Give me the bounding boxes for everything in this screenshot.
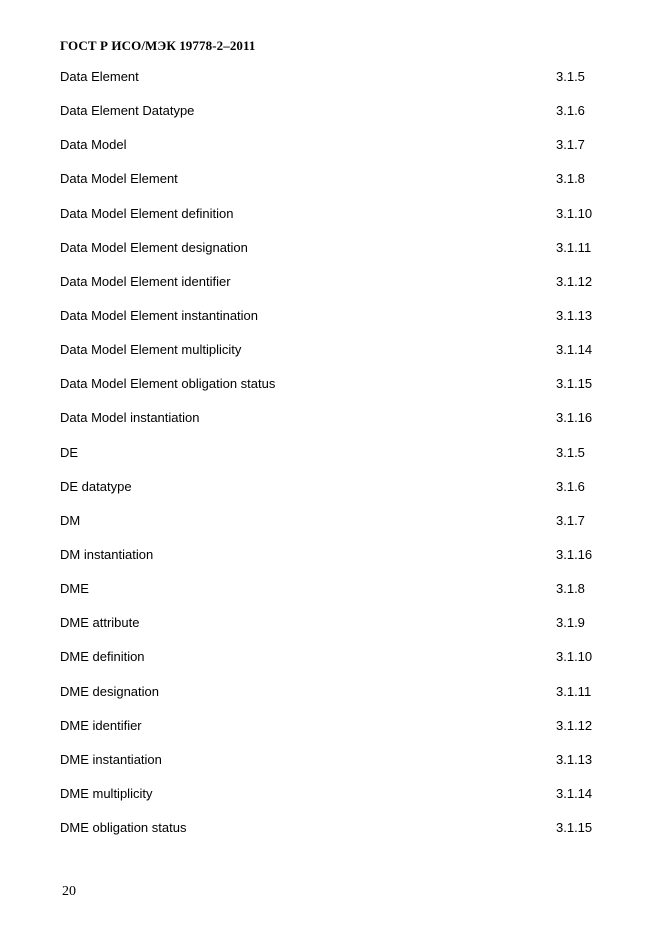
- index-ref: 3.1.10: [556, 649, 593, 665]
- index-row: [60, 272, 620, 306]
- index-row: [60, 67, 620, 101]
- index-row: [60, 647, 620, 681]
- index-term: DE: [60, 444, 79, 460]
- index-row: [60, 784, 620, 818]
- index-term: Data Model Element instantination: [60, 307, 259, 323]
- index-term: Data Element Datatype: [60, 103, 195, 119]
- index-term: Data Model: [60, 137, 127, 153]
- index-ref: 3.1.16: [556, 410, 593, 426]
- index-ref: 3.1.14: [556, 342, 593, 358]
- index-ref: 3.1.11: [556, 239, 592, 255]
- index-row: [60, 716, 620, 750]
- index-row: [60, 818, 620, 852]
- index-ref: 3.1.7: [556, 512, 585, 528]
- index-term: Data Model instantiation: [60, 410, 200, 426]
- index-term: DE datatype: [60, 478, 132, 494]
- index-row: [60, 477, 620, 511]
- index-ref: 3.1.11: [556, 683, 592, 699]
- index-row: [60, 306, 620, 340]
- index-row: [60, 340, 620, 374]
- index-row: [60, 169, 620, 203]
- index-term: DME definition: [60, 649, 145, 665]
- index-row: [60, 545, 620, 579]
- index-row: [60, 682, 620, 716]
- index-row: [60, 443, 620, 477]
- index-ref: 3.1.5: [556, 69, 585, 84]
- index-row: [60, 204, 620, 238]
- index-term: DME multiplicity: [60, 785, 153, 801]
- index-term: DME identifier: [60, 717, 142, 733]
- index-ref: 3.1.12: [556, 717, 593, 733]
- term-index-list: [60, 67, 620, 852]
- index-term: Data Model Element identifier: [60, 273, 231, 289]
- index-ref: 3.1.5: [556, 444, 585, 460]
- index-term: Data Model Element definition: [60, 205, 234, 221]
- index-term: Data Model Element multiplicity: [60, 342, 242, 358]
- index-term: DME obligation status: [60, 820, 187, 836]
- index-ref: 3.1.14: [556, 785, 593, 801]
- index-ref: 3.1.12: [556, 273, 593, 289]
- index-row: [60, 238, 620, 272]
- index-row: [60, 579, 620, 613]
- index-ref: 3.1.6: [556, 103, 585, 119]
- index-term: DME designation: [60, 683, 159, 699]
- index-ref: 3.1.8: [556, 581, 585, 597]
- index-ref: 3.1.15: [556, 820, 593, 836]
- page-number: 20: [62, 884, 76, 899]
- index-ref: 3.1.16: [556, 546, 593, 562]
- index-term: DM instantiation: [60, 546, 154, 562]
- index-row: [60, 408, 620, 442]
- index-ref: 3.1.6: [556, 478, 585, 494]
- index-row: [60, 135, 620, 169]
- index-row: [60, 374, 620, 408]
- index-term: Data Model Element: [60, 171, 178, 187]
- index-term: DME: [60, 581, 89, 597]
- index-term: DME attribute: [60, 615, 140, 631]
- index-row: [60, 101, 620, 135]
- index-term: Data Model Element designation: [60, 239, 248, 255]
- index-term: DM: [60, 512, 81, 528]
- index-ref: 3.1.10: [556, 205, 593, 221]
- index-term: Data Model Element obligation status: [60, 376, 276, 392]
- index-term: Data Element: [60, 69, 139, 84]
- index-ref: 3.1.15: [556, 376, 593, 392]
- index-term: DME instantiation: [60, 751, 162, 767]
- index-row: [60, 613, 620, 647]
- index-row: [60, 750, 620, 784]
- index-ref: 3.1.13: [556, 751, 593, 767]
- index-ref: 3.1.7: [556, 137, 585, 153]
- document-header: ГОСТ Р ИСО/МЭК 19778-2–2011: [60, 38, 256, 53]
- index-ref: 3.1.13: [556, 307, 593, 323]
- index-row: [60, 511, 620, 545]
- index-ref: 3.1.9: [556, 615, 585, 631]
- index-ref: 3.1.8: [556, 171, 585, 187]
